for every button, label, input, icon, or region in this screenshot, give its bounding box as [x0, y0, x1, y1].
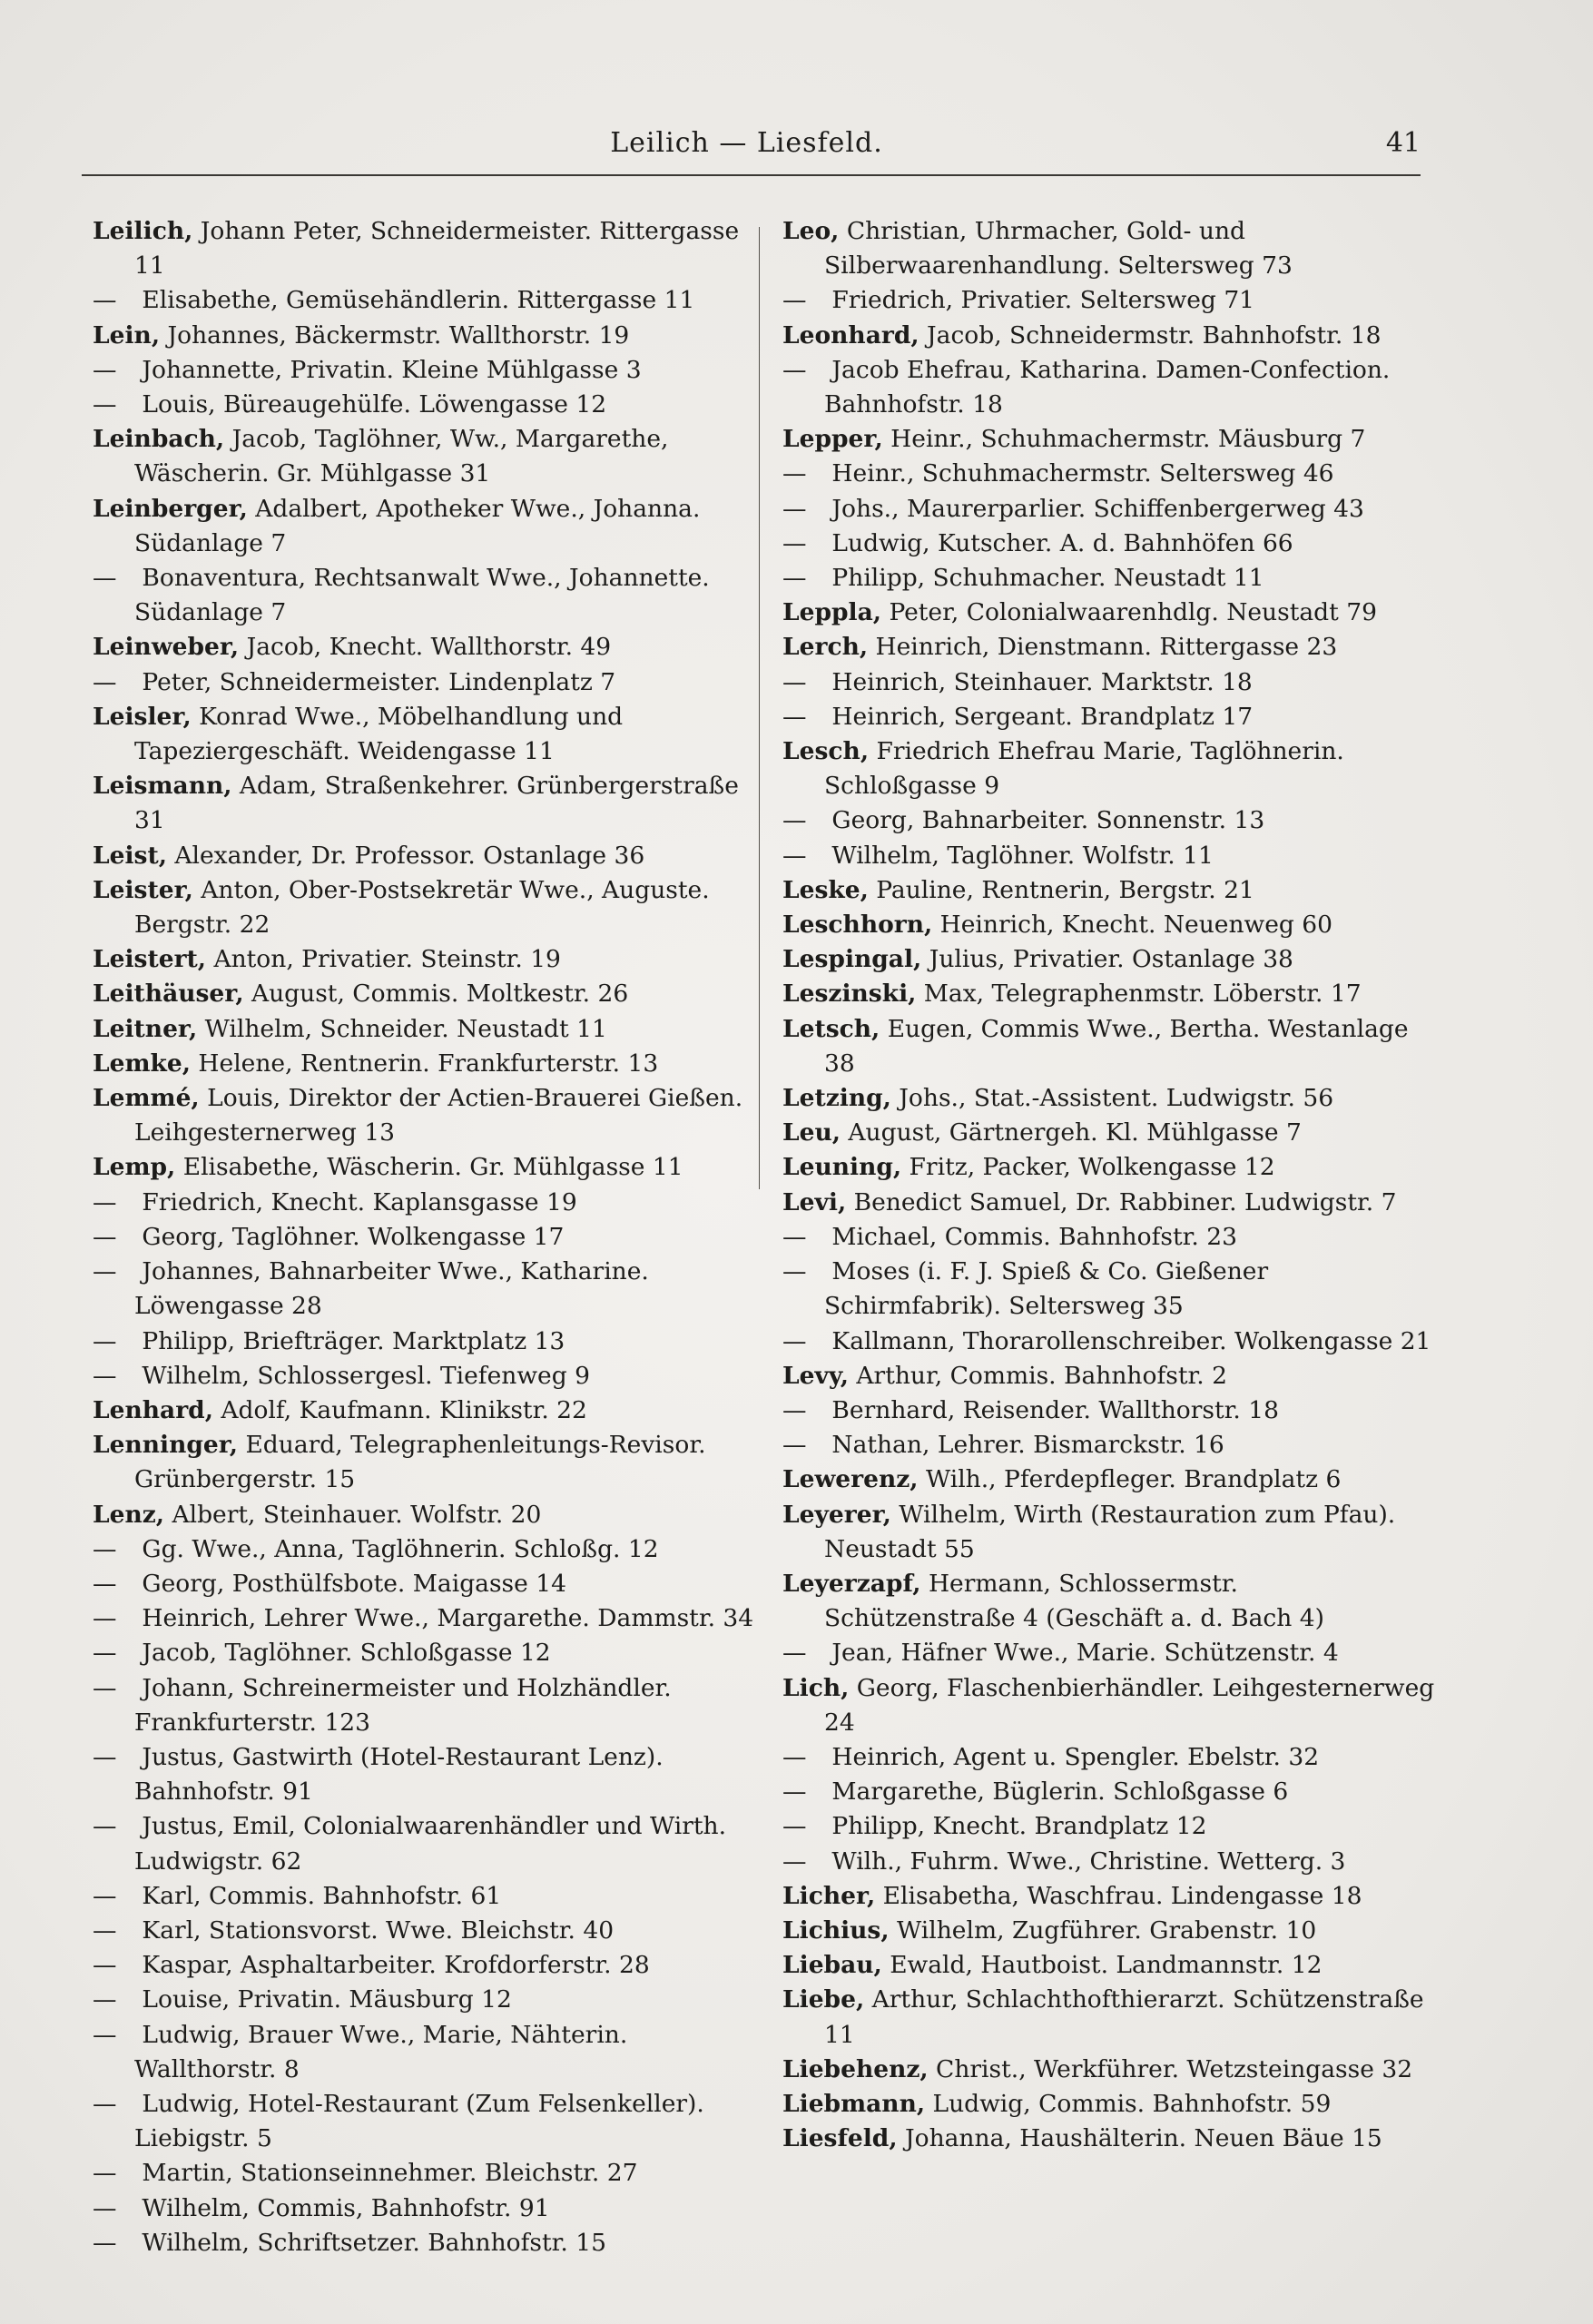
- entry-details: Georg, Taglöhner. Wolkengasse 17: [134, 1222, 565, 1251]
- directory-entry: [782, 839, 1436, 873]
- entry-details: Heinrich, Knecht. Neuenweg 60: [932, 911, 1332, 940]
- ditto-dash: —: [93, 2089, 117, 2118]
- entry-details: Adolf, Kaufmann. Klinikstr. 22: [212, 1395, 587, 1424]
- entry-details: Georg, Bahnarbeiter. Sonnenstr. 13: [824, 806, 1265, 835]
- directory-entry: [93, 388, 755, 422]
- entry-details: Jacob, Taglöhner. Schloßgasse 12: [134, 1639, 551, 1668]
- ditto-dash: —: [93, 1673, 117, 1702]
- entry-details: Jacob, Schneidermstr. Bahnhofstr. 18: [919, 320, 1382, 350]
- ditto-dash: —: [782, 667, 807, 696]
- directory-entry: [93, 1567, 755, 1601]
- directory-entry: [93, 492, 755, 561]
- directory-entry: [782, 1671, 1436, 1740]
- directory-entry: [93, 1255, 755, 1324]
- ditto-dash: —: [93, 1326, 117, 1355]
- directory-entry: [782, 283, 1436, 318]
- entry-details: Eugen, Commis Wwe., Bertha. Westanlage 38: [824, 1014, 1409, 1078]
- entry-details: Louis, Büreaugehülfe. Löwengasse 12: [134, 390, 607, 419]
- ditto-dash: —: [782, 286, 807, 315]
- directory-entry: [93, 1914, 755, 1948]
- ditto-dash: —: [93, 1222, 117, 1251]
- directory-entry: [93, 1150, 755, 1185]
- ditto-dash: —: [782, 1431, 807, 1460]
- entry-surname: Liebau,: [782, 1951, 882, 1980]
- entry-surname: Leyerer,: [782, 1500, 891, 1529]
- directory-entry: [782, 665, 1436, 700]
- entry-details: Ludwig, Brauer Wwe., Marie, Nähterin. Wallthorstr. 8: [134, 2020, 628, 2083]
- directory-entry: [782, 353, 1436, 422]
- directory-entry: [782, 214, 1436, 283]
- ditto-dash: —: [93, 2193, 117, 2222]
- entry-surname: Lenhard,: [93, 1395, 213, 1424]
- entry-details: Karl, Stationsvorst. Wwe. Bleichstr. 40: [134, 1915, 615, 1945]
- entry-details: Heinrich, Dienstmann. Rittergasse 23: [868, 633, 1338, 662]
- entry-details: Pauline, Rentnerin, Bergstr. 21: [868, 875, 1254, 904]
- directory-entry: [782, 1393, 1436, 1428]
- directory-entry: [782, 319, 1436, 353]
- directory-entry: [782, 1324, 1436, 1359]
- directory-entry: [782, 1012, 1436, 1081]
- entry-surname: Lespingal,: [782, 945, 922, 974]
- directory-entry: [782, 527, 1436, 561]
- entry-surname: Leinbach,: [93, 425, 225, 454]
- entry-details: Johanna, Haushälterin. Neuen Bäue 15: [897, 2124, 1382, 2153]
- ditto-dash: —: [782, 564, 807, 593]
- entry-details: Philipp, Briefträger. Marktplatz 13: [134, 1326, 565, 1355]
- entry-details: Wilhelm, Zugführer. Grabenstr. 10: [889, 1915, 1317, 1945]
- entry-surname: Letzing,: [782, 1084, 891, 1113]
- directory-entry: [93, 2087, 755, 2156]
- entry-surname: Leist,: [93, 841, 167, 870]
- entry-details: Christian, Uhrmacher, Gold- und Silberwaarenhandlung. Seltersweg 73: [824, 217, 1293, 281]
- entry-surname: Leppla,: [782, 598, 882, 627]
- page-number: 41: [1385, 127, 1421, 159]
- entry-details: Gg. Wwe., Anna, Taglöhnerin. Schloßg. 12: [134, 1534, 659, 1563]
- directory-entry: [93, 700, 755, 769]
- entry-details: Justus, Gastwirth (Hotel-Restaurant Lenz). Bahnhofstr. 91: [134, 1742, 664, 1807]
- entry-details: Heinrich, Steinhauer. Marktstr. 18: [824, 667, 1253, 696]
- entry-details: Wilhelm, Taglöhner. Wolfstr. 11: [824, 841, 1214, 870]
- directory-entry: [782, 1255, 1436, 1324]
- directory-entry: [93, 2191, 755, 2226]
- ditto-dash: —: [93, 355, 117, 384]
- ditto-dash: —: [93, 2159, 117, 2188]
- directory-entry: [93, 1220, 755, 1255]
- entry-surname: Leo,: [782, 217, 840, 245]
- entry-details: Max, Telegraphenmstr. Löberstr. 17: [916, 980, 1362, 1009]
- directory-entry: [782, 492, 1436, 527]
- entry-details: Konrad Wwe., Möbelhandlung und Tapeziergeschäft. Weidengasse 11: [134, 702, 624, 766]
- entry-surname: Leinberger,: [93, 494, 248, 523]
- ditto-dash: —: [93, 1915, 117, 1945]
- entry-surname: Lepper,: [782, 425, 883, 454]
- entry-details: Elisabethe, Wäscherin. Gr. Mühlgasse 11: [175, 1153, 683, 1182]
- directory-entry: [782, 942, 1436, 977]
- ditto-dash: —: [93, 2020, 117, 2049]
- entry-details: Bonaventura, Rechtsanwalt Wwe., Johannette. Südanlage 7: [134, 564, 710, 627]
- directory-entry: [93, 1012, 755, 1047]
- directory-entry: [782, 1116, 1436, 1150]
- directory-entry: [93, 1532, 755, 1567]
- entry-details: Ewald, Hautboist. Landmannstr. 12: [881, 1951, 1323, 1980]
- directory-entry: [782, 1462, 1436, 1497]
- entry-details: Jacob Ehefrau, Katharina. Damen-Confection. Bahnhofstr. 18: [824, 355, 1391, 419]
- entry-details: Friedrich Ehefrau Marie, Taglöhnerin. Schloßgasse 9: [824, 737, 1344, 801]
- entry-details: Peter, Colonialwaarenhdlg. Neustadt 79: [881, 598, 1377, 627]
- ditto-dash: —: [93, 1639, 117, 1668]
- ditto-dash: —: [782, 1257, 807, 1286]
- directory-entry: [93, 1428, 755, 1497]
- entry-details: Georg, Flaschenbierhändler. Leihgesternerweg 24: [824, 1673, 1435, 1737]
- left-column: [93, 214, 755, 2260]
- ditto-dash: —: [782, 1777, 807, 1807]
- entry-details: Arthur, Schlachthofthierarzt. Schützenstraße 11: [824, 1985, 1424, 2049]
- directory-entry: [782, 2053, 1436, 2087]
- entry-surname: Leonhard,: [782, 320, 919, 350]
- ditto-dash: —: [782, 1639, 807, 1668]
- directory-entry: [782, 1775, 1436, 1809]
- entry-details: Julius, Privatier. Ostanlage 38: [921, 945, 1293, 974]
- entry-details: Martin, Stationseinnehmer. Bleichstr. 27: [134, 2159, 638, 2188]
- entry-surname: Leitner,: [93, 1014, 198, 1043]
- ditto-dash: —: [93, 1534, 117, 1563]
- directory-entry: [782, 977, 1436, 1011]
- ditto-dash: —: [93, 1361, 117, 1390]
- directory-entry: [782, 803, 1436, 838]
- entry-details: Hermann, Schlossermstr. Schützenstraße 4 (Geschäft a. d. Bach 4): [824, 1569, 1324, 1633]
- entry-details: Wilh., Fuhrm. Wwe., Christine. Wetterg. 3: [824, 1846, 1346, 1876]
- directory-entry: [93, 1740, 755, 1809]
- entry-surname: Levy,: [782, 1361, 849, 1390]
- entry-surname: Leske,: [782, 875, 869, 904]
- entry-details: Justus, Emil, Colonialwaarenhändler und Wirth. Ludwigstr. 62: [134, 1812, 727, 1876]
- entry-details: Kallmann, Thorarollenschreiber. Wolkengasse 21: [824, 1326, 1431, 1355]
- directory-entry: [93, 1948, 755, 1983]
- entry-details: Heinrich, Agent u. Spengler. Ebelstr. 32: [824, 1742, 1320, 1771]
- entry-details: Elisabetha, Waschfrau. Lindengasse 18: [875, 1881, 1362, 1910]
- entry-details: Benedict Samuel, Dr. Rabbiner. Ludwigstr. 7: [846, 1187, 1397, 1216]
- entry-surname: Leithäuser,: [93, 980, 244, 1009]
- directory-entry: [93, 561, 755, 630]
- entry-surname: Lewerenz,: [782, 1465, 919, 1494]
- directory-entry: [93, 1809, 755, 1878]
- entry-details: Johannes, Bäckermstr. Wallthorstr. 19: [160, 320, 630, 350]
- entry-details: Anton, Privatier. Steinstr. 19: [206, 945, 561, 974]
- directory-entry: [93, 942, 755, 977]
- entry-details: Wilhelm, Wirth (Restauration zum Pfau). Neustadt 55: [824, 1500, 1396, 1563]
- entry-details: Louis, Direktor der Actien-Brauerei Gießen. Leihgesternerweg 13: [134, 1084, 743, 1147]
- entry-details: Fritz, Packer, Wolkengasse 12: [901, 1153, 1275, 1182]
- directory-entry: [782, 1081, 1436, 1116]
- entry-surname: Levi,: [782, 1187, 847, 1216]
- ditto-dash: —: [782, 1326, 807, 1355]
- ditto-dash: —: [93, 1951, 117, 1980]
- entry-details: Christ., Werkführer. Wetzsteingasse 32: [928, 2054, 1413, 2083]
- entry-details: Michael, Commis. Bahnhofstr. 23: [824, 1222, 1237, 1251]
- directory-entry: [782, 1948, 1436, 1983]
- directory-entry: [782, 2087, 1436, 2122]
- entry-details: Albert, Steinhauer. Wolfstr. 20: [164, 1500, 542, 1529]
- ditto-dash: —: [782, 1812, 807, 1841]
- entry-details: Heinrich, Lehrer Wwe., Margarethe. Dammstr. 34: [134, 1604, 754, 1633]
- entry-surname: Leinweber,: [93, 633, 240, 662]
- entry-details: Karl, Commis. Bahnhofstr. 61: [134, 1881, 502, 1910]
- entry-surname: Leu,: [782, 1118, 841, 1147]
- entry-surname: Leschhorn,: [782, 911, 933, 940]
- ditto-dash: —: [93, 1985, 117, 2014]
- directory-entry: [782, 908, 1436, 942]
- entry-details: Adalbert, Apotheker Wwe., Johanna. Südanlage 7: [134, 494, 701, 557]
- entry-details: Wilh., Pferdepfleger. Brandplatz 6: [918, 1465, 1342, 1494]
- ditto-dash: —: [93, 1604, 117, 1633]
- entry-details: Jean, Häfner Wwe., Marie. Schützenstr. 4: [824, 1639, 1339, 1668]
- directory-entry: [782, 457, 1436, 491]
- directory-entry: [93, 283, 755, 318]
- entry-surname: Lich,: [782, 1673, 850, 1702]
- entry-surname: Licher,: [782, 1881, 876, 1910]
- directory-entry: [782, 1879, 1436, 1914]
- entry-details: Bernhard, Reisender. Wallthorstr. 18: [824, 1395, 1279, 1424]
- entry-details: Wilhelm, Schneider. Neustadt 11: [197, 1014, 607, 1043]
- directory-entry: [93, 1393, 755, 1428]
- entry-surname: Lemp,: [93, 1153, 176, 1182]
- directory-entry: [782, 700, 1436, 734]
- directory-entry: [782, 1636, 1436, 1670]
- directory-entry: [782, 1809, 1436, 1844]
- ditto-dash: —: [93, 564, 117, 593]
- ditto-dash: —: [782, 528, 807, 557]
- entry-surname: Liebmann,: [782, 2089, 926, 2118]
- entry-details: Arthur, Commis. Bahnhofstr. 2: [848, 1361, 1227, 1390]
- entry-surname: Leilich,: [93, 217, 193, 245]
- ditto-dash: —: [93, 390, 117, 419]
- entry-details: Johann, Schreinermeister und Holzhändler. Frankfurterstr. 123: [134, 1673, 672, 1737]
- entry-details: Peter, Schneidermeister. Lindenplatz 7: [134, 667, 616, 696]
- directory-entry: [93, 873, 755, 942]
- directory-entry: [782, 1498, 1436, 1567]
- entry-surname: Leismann,: [93, 772, 232, 801]
- directory-entry: [93, 1081, 755, 1150]
- ditto-dash: —: [93, 1187, 117, 1216]
- entry-details: Ludwig, Kutscher. A. d. Bahnhöfen 66: [824, 528, 1293, 557]
- right-column: [782, 214, 1436, 2156]
- ditto-dash: —: [93, 1742, 117, 1771]
- entry-details: Eduard, Telegraphenleitungs-Revisor. Grünbergerstr. 15: [134, 1431, 706, 1494]
- entry-surname: Lemmé,: [93, 1084, 200, 1113]
- directory-entry: [93, 839, 755, 873]
- directory-entry: [93, 630, 755, 665]
- ditto-dash: —: [93, 1881, 117, 1910]
- entry-details: Jacob, Knecht. Wallthorstr. 49: [239, 633, 612, 662]
- page-header: [73, 127, 1421, 171]
- directory-entry: [782, 1186, 1436, 1220]
- directory-entry: [93, 1186, 755, 1220]
- entry-details: Johs., Stat.-Assistent. Ludwigstr. 56: [890, 1084, 1334, 1113]
- directory-entry: [782, 1914, 1436, 1948]
- directory-entry: [782, 1428, 1436, 1462]
- ditto-dash: —: [93, 286, 117, 315]
- directory-entry: [93, 422, 755, 491]
- running-title: Leilich — Liesfeld.: [610, 127, 883, 159]
- directory-entry: [93, 2156, 755, 2191]
- directory-entry: [93, 1636, 755, 1670]
- entry-details: Ludwig, Hotel-Restaurant (Zum Felsenkeller). Liebigstr. 5: [134, 2089, 704, 2153]
- entry-details: Johannette, Privatin. Kleine Mühlgasse 3: [134, 355, 642, 384]
- directory-entry: [93, 769, 755, 838]
- entry-details: Adam, Straßenkehrer. Grünbergerstraße 31: [134, 772, 739, 835]
- entry-surname: Leszinski,: [782, 980, 917, 1009]
- entry-details: Wilhelm, Schriftsetzer. Bahnhofstr. 15: [134, 2228, 606, 2257]
- entry-details: Johann Peter, Schneidermeister. Rittergasse 11: [134, 217, 740, 281]
- directory-entry: [93, 2226, 755, 2260]
- column-divider: [759, 227, 760, 1189]
- entry-surname: Leisler,: [93, 702, 192, 731]
- entry-surname: Lerch,: [782, 633, 869, 662]
- directory-entry: [93, 319, 755, 353]
- ditto-dash: —: [782, 841, 807, 870]
- ditto-dash: —: [93, 1569, 117, 1598]
- header-rule: [82, 174, 1421, 176]
- entry-details: Johannes, Bahnarbeiter Wwe., Katharine. Löwengasse 28: [134, 1257, 649, 1321]
- directory-entry: [93, 1671, 755, 1740]
- entry-details: Heinr., Schuhmachermstr. Mäusburg 7: [882, 425, 1366, 454]
- entry-surname: Leyerzapf,: [782, 1569, 921, 1598]
- entry-details: Alexander, Dr. Professor. Ostanlage 36: [166, 841, 645, 870]
- ditto-dash: —: [93, 2228, 117, 2257]
- entry-details: Philipp, Knecht. Brandplatz 12: [824, 1812, 1207, 1841]
- ditto-dash: —: [782, 494, 807, 523]
- directory-entry: [782, 734, 1436, 803]
- directory-entry: [93, 977, 755, 1011]
- directory-entry: [782, 1359, 1436, 1393]
- directory-entry: [782, 1220, 1436, 1255]
- entry-surname: Lenz,: [93, 1500, 165, 1529]
- ditto-dash: —: [782, 1846, 807, 1876]
- entry-details: Johs., Maurerparlier. Schiffenbergerweg 43: [824, 494, 1364, 523]
- entry-surname: Leuning,: [782, 1153, 902, 1182]
- entry-surname: Liebe,: [782, 1985, 865, 2014]
- directory-entry: [93, 214, 755, 283]
- entry-surname: Liesfeld,: [782, 2124, 898, 2153]
- entry-details: Friedrich, Privatier. Seltersweg 71: [824, 286, 1255, 315]
- entry-surname: Leister,: [93, 875, 193, 904]
- entry-surname: Lichius,: [782, 1915, 890, 1945]
- directory-entry: [782, 596, 1436, 630]
- entry-details: Louise, Privatin. Mäusburg 12: [134, 1985, 512, 2014]
- directory-entry: [782, 561, 1436, 596]
- directory-entry: [93, 2018, 755, 2087]
- directory-entry: [93, 1498, 755, 1532]
- directory-entry: [782, 2122, 1436, 2156]
- directory-entry: [93, 1324, 755, 1359]
- entry-surname: Letsch,: [782, 1014, 880, 1043]
- entry-details: Margarethe, Büglerin. Schloßgasse 6: [824, 1777, 1289, 1807]
- entry-details: Wilhelm, Schlossergesl. Tiefenweg 9: [134, 1361, 590, 1390]
- ditto-dash: —: [93, 667, 117, 696]
- entry-surname: Lesch,: [782, 737, 870, 766]
- ditto-dash: —: [93, 1257, 117, 1286]
- ditto-dash: —: [782, 1222, 807, 1251]
- entry-surname: Liebehenz,: [782, 2054, 929, 2083]
- entry-details: Heinrich, Sergeant. Brandplatz 17: [824, 702, 1254, 731]
- ditto-dash: —: [93, 1812, 117, 1841]
- entry-details: Wilhelm, Commis, Bahnhofstr. 91: [134, 2193, 550, 2222]
- entry-details: Georg, Posthülfsbote. Maigasse 14: [134, 1569, 566, 1598]
- entry-details: Kaspar, Asphaltarbeiter. Krofdorferstr. 28: [134, 1951, 650, 1980]
- entry-details: Heinr., Schuhmachermstr. Seltersweg 46: [824, 459, 1334, 488]
- directory-entry: [93, 1879, 755, 1914]
- directory-entry: [782, 630, 1436, 665]
- entry-details: August, Gärtnergeh. Kl. Mühlgasse 7: [841, 1118, 1302, 1147]
- entry-details: Ludwig, Commis. Bahnhofstr. 59: [925, 2089, 1332, 2118]
- entry-details: Moses (i. F. J. Spieß & Co. Gießener Schirmfabrik). Seltersweg 35: [824, 1257, 1269, 1321]
- ditto-dash: —: [782, 1742, 807, 1771]
- entry-surname: Lein,: [93, 320, 161, 350]
- directory-entry: [93, 1601, 755, 1636]
- directory-entry: [93, 665, 755, 700]
- entry-surname: Lemke,: [93, 1049, 191, 1078]
- directory-entry: [782, 1740, 1436, 1775]
- entry-surname: Lenninger,: [93, 1431, 239, 1460]
- entry-details: Helene, Rentnerin. Frankfurterstr. 13: [190, 1049, 659, 1078]
- directory-entry: [93, 1047, 755, 1081]
- ditto-dash: —: [782, 806, 807, 835]
- entry-details: Friedrich, Knecht. Kaplansgasse 19: [134, 1187, 577, 1216]
- directory-entry: [782, 422, 1436, 457]
- directory-entry: [782, 873, 1436, 908]
- entry-details: Jacob, Taglöhner, Ww., Margarethe, Wäscherin. Gr. Mühlgasse 31: [134, 425, 669, 488]
- entry-surname: Leistert,: [93, 945, 207, 974]
- ditto-dash: —: [782, 459, 807, 488]
- entry-details: Nathan, Lehrer. Bismarckstr. 16: [824, 1431, 1224, 1460]
- directory-entry: [782, 1983, 1436, 2052]
- entry-details: August, Commis. Moltkestr. 26: [243, 980, 629, 1009]
- directory-entry: [93, 353, 755, 388]
- ditto-dash: —: [782, 355, 807, 384]
- entry-details: Philipp, Schuhmacher. Neustadt 11: [824, 564, 1264, 593]
- ditto-dash: —: [782, 702, 807, 731]
- directory-entry: [93, 1983, 755, 2017]
- directory-entry: [782, 1845, 1436, 1879]
- ditto-dash: —: [782, 1395, 807, 1424]
- directory-entry: [782, 1567, 1436, 1636]
- directory-entry: [93, 1359, 755, 1393]
- entry-details: Anton, Ober-Postsekretär Wwe., Auguste. Bergstr. 22: [134, 875, 710, 940]
- entry-details: Elisabethe, Gemüsehändlerin. Rittergasse 11: [134, 286, 695, 315]
- directory-entry: [782, 1150, 1436, 1185]
